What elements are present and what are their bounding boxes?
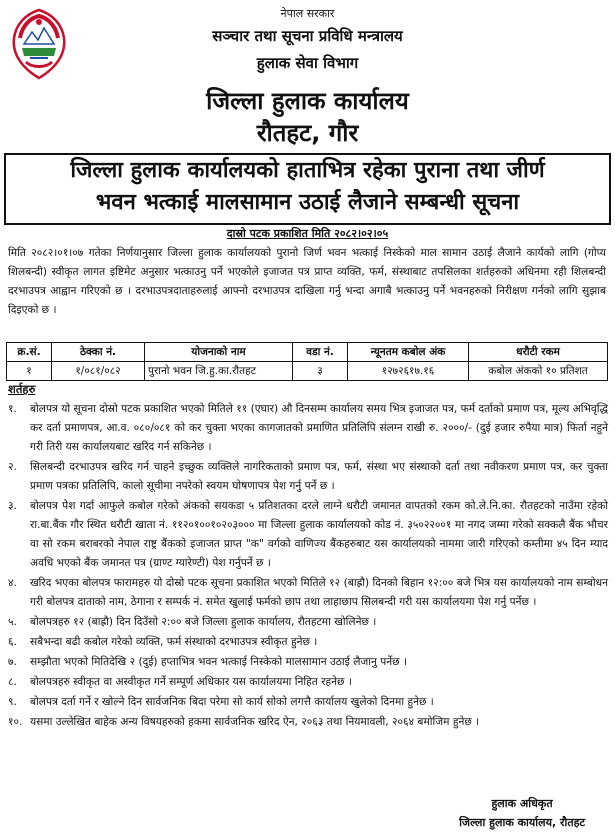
terms-heading: शर्तहरु bbox=[8, 382, 36, 396]
table-header-row bbox=[7, 343, 608, 362]
cell-contract-no: १/०८१/०८२ bbox=[52, 362, 145, 381]
cell-project-name: पुरानो भवन जि.हु.का.रौतहट bbox=[145, 362, 293, 381]
terms-list bbox=[6, 400, 608, 733]
header-deposit: धरौटी रकम bbox=[469, 343, 608, 362]
header-serial: क्र.सं. bbox=[7, 343, 52, 362]
office-name: जिल्ला हुलाक कार्यालय bbox=[206, 87, 409, 115]
term-text: सम्झौता भएको मितिदेखि २ (दुई) हप्ताभित्र भवन भत्काई निस्केको मालसामान उठाई लैजानु पर्नेछ । bbox=[30, 656, 407, 668]
notice-title-line1: जिल्ला हुलाक कार्यालयको हाताभित्र रहेका पुराना तथा जीर्ण bbox=[70, 158, 545, 183]
list-item bbox=[6, 497, 608, 573]
list-item bbox=[6, 713, 608, 732]
term-text: बोलपत्र यो सूचना दोस्रो पटक प्रकाशित भएको मितिले ११ (एघार) औ दिनसम्म कार्यालय समय भित्र इजाजत पत्र, फर्म दर्ताको प्रमाण पत्र, मूल्य अभिवृद्धि कर दर्ता प्रमाणपत्र, आ.व. ०८०/०८१ को कर चुक्ता भएका कागजातको प्रमाणित प्रतिलिपि संलग्न राखी रु. २०००/- (दुई हजार रुपैया मात्र) फिर्ता नहुने गरी तिरी यस कार्यालयबाट खरिद गर्न सकिनेछ । bbox=[30, 403, 608, 453]
cell-serial: १ bbox=[7, 362, 52, 381]
term-number: १०. bbox=[8, 716, 23, 728]
cell-min-bid: १२७२६१७.१६ bbox=[348, 362, 469, 381]
list-item bbox=[6, 693, 608, 712]
header-contract-no: ठेक्का नं. bbox=[52, 343, 145, 362]
term-text: बोलपत्रहरु स्वीकृत वा अस्वीकृत गर्ने सम्पूर्ण अधिकार यस कार्यालयमा निहित रहनेछ । bbox=[30, 676, 352, 688]
publication-date: दास्रो पटक प्रकाशित मिति २०८२।०२।०५ bbox=[226, 227, 389, 240]
term-text: बोलपत्रहरु १२ (बाह्रौ) दिन दिउँसो २:०० बजे जिल्ला हुलाक कार्यालय, रौतहटमा खोलिनेछ । bbox=[30, 616, 377, 628]
letterhead bbox=[0, 0, 615, 150]
term-text: सबैभन्दा बढी कबोल गरेको व्यक्ति, फर्म संस्थाको दरभाउपत्र स्वीकृत हुनेछ । bbox=[30, 636, 318, 648]
list-item bbox=[6, 400, 608, 457]
ministry-label: सञ्चार तथा सूचना प्रविधि मन्त्रालय bbox=[212, 27, 403, 45]
table-row bbox=[7, 362, 608, 381]
signature-block bbox=[459, 794, 585, 832]
term-number: ३. bbox=[8, 500, 17, 512]
signature-office: जिल्ला हुलाक कार्यालय, रौतहट bbox=[459, 816, 585, 829]
term-number: ८. bbox=[8, 676, 17, 688]
intro-paragraph: मिति २०८२।०१।०७ गतेका निर्णयानुसार जिल्ला हुलाक कार्यालयको पुरानो जिर्ण भवन भत्काई निस्केको माल सामान उठाई लैजाने कार्यको लागि (गोप्य शिलबन्दी) स्वीकृत लागत इष्टिमेट अनुसार भत्काउनु पर्ने भएकोले इजाजत पत्र प्राप्त व्यक्ति, फर्म, संस्थाबाट तपसिलका शर्तहरुको अधिनमा रही शिलबन्दी दरभाउपत्र आह्वान गरिएको छ । दरभाउपत्रदाताहरुलाई आफ्नो दरभाउपत्र दाखिला गर्नु भन्दा अगाबै भत्काउनु पर्ने भवनहरुको निरीक्षण गर्नको लागि सुझाब दिइएको छ । bbox=[8, 247, 606, 316]
list-item bbox=[6, 673, 608, 692]
term-number: २. bbox=[8, 461, 17, 473]
list-item bbox=[6, 613, 608, 632]
term-text: यसमा उल्लेखित बाहेक अन्य विषयहरुको हकमा सार्वजनिक खरिद ऐन, २०६३ तथा नियमावली, २०६४ बमोजिम हुनेछ । bbox=[30, 716, 480, 728]
term-text: खरिद भएका बोलपत्र फारामहरु यो दोस्रो पटक सूचना प्रकाशित भएको मितिले १२ (बाह्रौ) दिनको बिहान १२:०० बजे भित्र यस कार्यालयको नाम सम्बोधन गरी बोलपत्र दाताको नाम, ठेगाना र सम्पर्क नं. समेत खुलाई फर्मको छाप तथा लाहाछाप सिलबन्दी गरी यस कार्यालयमा पेश गर्नु पर्नेछ । bbox=[30, 577, 608, 608]
office-location: रौतहट, गौर bbox=[256, 119, 359, 147]
term-number: ६. bbox=[8, 636, 17, 648]
header-ward-no: वडा नं. bbox=[293, 343, 348, 362]
term-number: १. bbox=[8, 403, 17, 415]
list-item bbox=[6, 653, 608, 672]
signature-title: हुलाक अधिकृत bbox=[491, 797, 553, 810]
contract-table bbox=[6, 342, 608, 381]
list-item bbox=[6, 458, 608, 496]
cell-ward-no: ३ bbox=[293, 362, 348, 381]
list-item bbox=[6, 574, 608, 612]
header-project-name: योजनाको नाम bbox=[145, 343, 293, 362]
notice-title bbox=[4, 153, 611, 225]
term-number: ७. bbox=[8, 656, 17, 668]
header-min-bid: न्यूनतम कबोल अंक bbox=[348, 343, 469, 362]
cell-deposit: कबोल अंकको १० प्रतिशत bbox=[469, 362, 608, 381]
term-text: बोलपत्र पेश गर्दा आफुले कबोल गरेको अंकको सयकडा ५ प्रतिशतका दरले लाग्ने धरौटी जमानत वापतको रकम को.ले.नि.का. रौतहटको नाउँमा रहेको रा.बा.बैंक गौर स्थित धरौटी खाता नं. ११२०१००१०२०३००० मा जिल्ला हुलाक कार्यालयको कोड नं. ३५०२२००१ मा नगद जम्मा गरेको सक्कलै बैंक भौचर वा सो रकम बराबरको नेपाल राष्ट्र बैंकको इजाजत प्राप्त "क" वर्गको वाणिज्य बैंकहरुबाट यस कार्यालयको नाममा जारी गरिएको कम्तीमा ४५ दिन म्याद अवधि भएको बैंक जमानत पत्र (ग्राण्ट ग्यारेण्टी) पेश गर्नुपर्ने छ । bbox=[30, 500, 608, 569]
government-label: नेपाल सरकार bbox=[280, 7, 335, 20]
term-number: ४. bbox=[8, 577, 17, 589]
term-text: बोलपत्र दर्ता गर्ने र खोल्ने दिन सार्वजनिक बिदा परेमा सो कार्य सोको लगत्तै कार्यालय खुलेको दिनमा हुनेछ । bbox=[30, 696, 434, 708]
term-text: सिलबन्दी दरभाउपत्र खरिद गर्न चाहने इच्छुक व्यक्तिले नागरिकताको प्रमाण पत्र, फर्म, संस्था भए संस्थाको दर्ता तथा नवीकरण प्रमाण पत्र, कर चुक्ता प्रमाण पत्रका प्रतिलिपि, कालो सूचीमा नपरेको स्वयम घोषणापत्र पेश गर्नु पर्ने छ । bbox=[30, 461, 608, 492]
list-item bbox=[6, 633, 608, 652]
department-label: हुलाक सेवा विभाग bbox=[256, 54, 359, 72]
term-number: ५. bbox=[8, 616, 17, 628]
term-number: ९. bbox=[8, 696, 17, 708]
notice-title-line2: भवन भत्काई मालसामान उठाई लैजाने सम्बन्धी सूचना bbox=[95, 190, 520, 215]
